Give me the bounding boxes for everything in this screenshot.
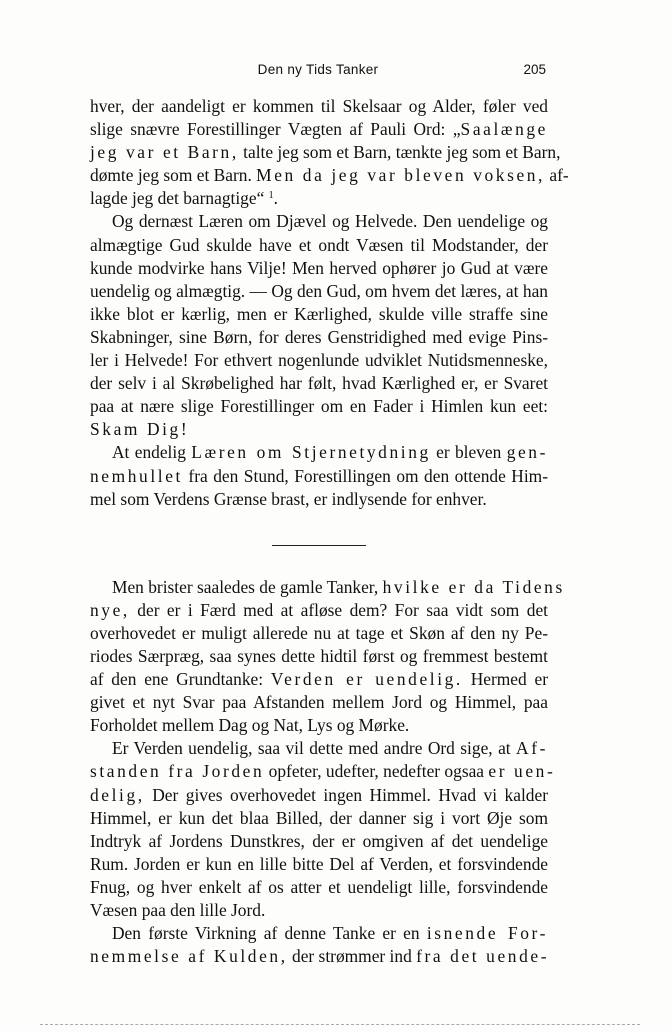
section-spacing — [90, 546, 548, 576]
text-line: uendelig og almægtig. — Og den Gud, om hvem det læres, at han — [90, 280, 548, 301]
text-line: Forholdet mellem Dag og Nat, Lys og Mørke. — [90, 715, 410, 736]
text-line: lagde jeg det barnagtige“ $^1$. — [90, 188, 279, 209]
footnote-marker: 1 — [268, 190, 274, 202]
text-line: Himmel, er kun det blaa Billed, der danner sig i vort Øje som — [90, 807, 548, 828]
text-line: Væsen paa den lille Jord. — [90, 900, 266, 920]
spaced-emphasis: jeg var et Barn, — [90, 142, 239, 163]
spaced-emphasis: hvilke er da Tidens — [382, 576, 565, 597]
text-line: Rum. Jorden er kun en lille bitte Del af Verden, et forsvindende — [90, 853, 548, 874]
paragraph — [90, 95, 569, 210]
text-line: mel som Verdens Grænse brast, er indlysende for enhver. — [90, 488, 487, 509]
text-line: dømte jeg som et Barn. Men da jeg var bleven voksen, af- — [90, 165, 569, 186]
text-line: Men brister saaledes de gamle Tanker, hvilke er da Tidens — [112, 576, 565, 597]
page-number: 205 — [523, 62, 546, 77]
text-line: Skabninger, sine Børn, for deres Genstridighed med evige Pins- — [90, 326, 548, 347]
text-line: kunde modvirke hans Vilje! Men herved ophører jo Gud at være — [90, 257, 548, 278]
text-line: paa at nære slige Forestillinger om en Fader i Himlen kun eet: — [90, 396, 548, 417]
text-line: Og dernæst Læren om Djævel og Helvede. Den uendelige og — [112, 211, 548, 232]
text-line: nemhullet fra den Stund, Forestillingen om den ottende Him- — [90, 465, 548, 486]
spaced-emphasis: Men da jeg var bleven voksen, — [256, 165, 546, 186]
paragraph — [90, 210, 548, 441]
text-line: jeg var et Barn, talte jeg som et Barn, tænkte jeg som et Barn, — [90, 142, 561, 163]
spaced-emphasis: nemmelse af Kulden, — [90, 946, 288, 967]
page-header — [90, 62, 546, 82]
text-line: standen fra Jorden opfeter, udefter, nedefter ogsaa er uen- — [90, 761, 556, 782]
text-line: Den første Virkning af denne Tanke er en isnende For- — [112, 923, 548, 944]
paragraph — [90, 737, 556, 922]
text-line: At endelig Læren om Stjernetydning er bleven gen- — [112, 442, 548, 463]
text-line: Indtryk af Jordens Dunstkres, der er omgiven af det uendelige — [90, 830, 548, 851]
text-line: nye, der er i Færd med at afløse dem? For saa vidt som det — [90, 599, 548, 620]
body-text — [90, 95, 569, 968]
paragraph — [90, 576, 565, 738]
text-line: slige snævre Forestillinger Vægten af Pauli Ord: „Saalænge — [90, 119, 548, 140]
text-line: nemmelse af Kulden, der strømmer ind fra det uende- — [90, 946, 550, 967]
paragraph — [90, 922, 548, 968]
spaced-emphasis: Læren om Stjernetydning — [191, 442, 431, 463]
scan-edge-line — [40, 1024, 640, 1025]
spaced-emphasis: Skam Dig! — [90, 419, 190, 440]
text-line: ikke blot er kærlig, men er Kærlighed, skulde ville straffe sine — [90, 303, 548, 324]
text-line: Er Verden uendelig, saa vil dette med andre Ord sige, at Af- — [112, 738, 548, 759]
text-line: overhovedet er muligt allerede nu at tage et Skøn af den ny Pe- — [90, 622, 548, 643]
spaced-emphasis: Saalænge — [460, 119, 548, 140]
spaced-emphasis: standen fra Jorden — [90, 761, 265, 782]
text-line: Fnug, og hver enkelt af os atter et uendeligt lille, forsvindende — [90, 876, 548, 897]
spaced-emphasis: isnende For- — [426, 923, 548, 944]
paragraph — [90, 441, 548, 510]
spaced-emphasis: nemhullet — [90, 465, 183, 486]
text-line: hver, der aandeligt er kommen til Skelsaar og Alder, føler ved — [90, 96, 548, 116]
spaced-emphasis: delig, — [90, 784, 145, 805]
text-line: af den ene Grundtanke: Verden er uendelig. Hermed er — [90, 669, 549, 690]
running-title: Den ny Tids Tanker — [257, 62, 379, 77]
spaced-emphasis: er uen- — [488, 761, 556, 782]
spaced-emphasis: gen- — [506, 442, 548, 463]
text-line: riodes Særpræg, saa synes dette hidtil først og fremmest bestemt — [90, 645, 548, 666]
text-line: delig, Der gives overhovedet ingen Himmel. Hvad vi kalder — [90, 784, 548, 805]
section-spacing — [90, 511, 548, 545]
text-line: almægtige Gud skulde have et ondt Væsen til Modstander, der — [90, 234, 548, 255]
spaced-emphasis: Af- — [516, 738, 548, 759]
text-line: ler i Helvede! For ethvert nogenlunde udviklet Nutidsmenneske, — [90, 350, 548, 371]
text-line: der selv i al Skrøbelighed har følt, hvad Kærlighed er, er Svaret — [90, 373, 548, 394]
text-line — [90, 418, 548, 441]
spaced-emphasis: fra det uende- — [416, 946, 550, 967]
spaced-emphasis: nye, — [90, 599, 130, 620]
spaced-emphasis: Verden er uendelig. — [270, 669, 463, 690]
text-line: givet et nyt Svar paa Afstanden mellem Jord og Himmel, paa — [90, 692, 548, 713]
